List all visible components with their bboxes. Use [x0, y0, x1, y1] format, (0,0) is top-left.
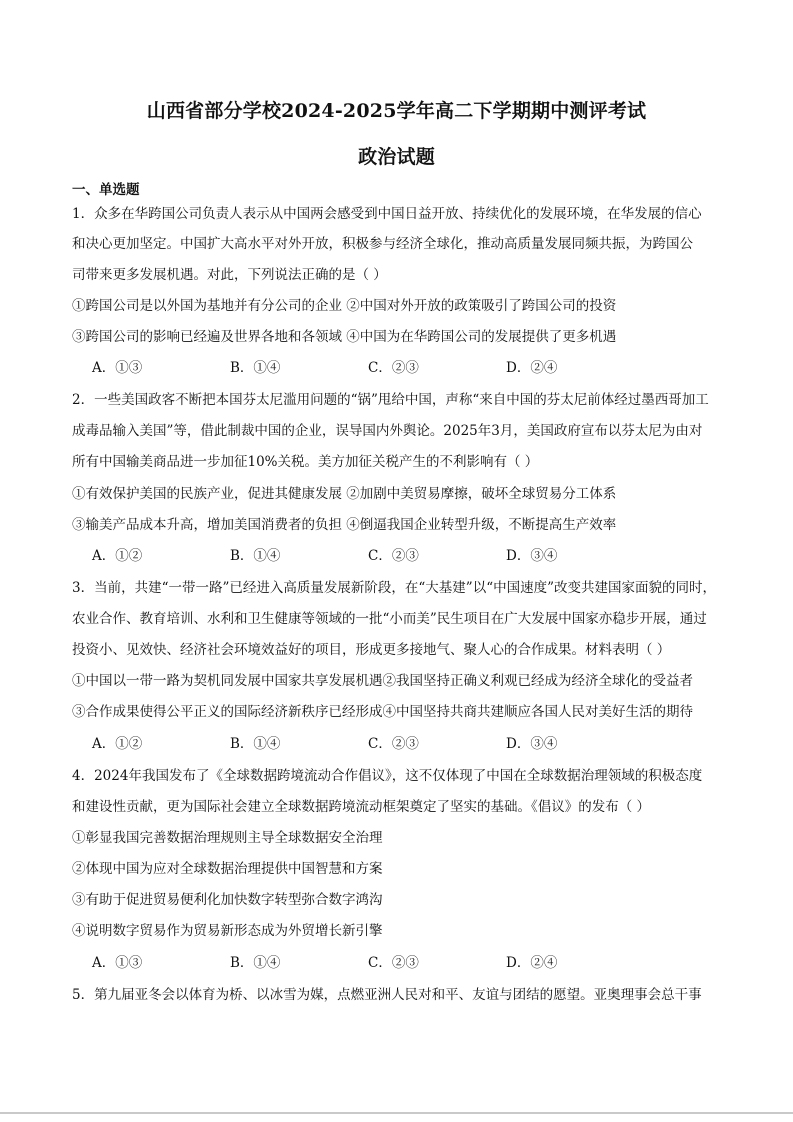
q1-stem-line-3: 司带来更多发展机遇。对此，下列说法正确的是（ ）: [72, 267, 387, 283]
q1-option-c: C．②③: [368, 360, 419, 376]
q4-statement-line-4: ④说明数字贸易作为贸易新形态成为外贸增长新引擎: [72, 923, 383, 939]
q2-options: [92, 546, 644, 566]
q4-statement-line-3: ③有助于促进贸易便利化加快数字转型弥合数字鸿沟: [72, 892, 383, 908]
q2-option-a: A．①②: [92, 548, 143, 564]
exam-subject: 政治试题: [358, 146, 435, 168]
q4-option-d: D．②④: [506, 955, 558, 971]
q1-option-d: D．②④: [506, 360, 558, 376]
page-bottom-divider: [0, 1112, 793, 1114]
q4-stem-line-2: 和建设性贡献，更为国际社会建立全球数据跨境流动框架奠定了坚实的基础。《倡议》的发布（ ）: [72, 799, 651, 815]
q3-stem-line-2: 农业合作、教育培训、水利和卫生健康等领域的一批“小而美”民生项目在广大发展中国家亦稳步开展，通过: [72, 611, 707, 627]
q3-option-a: A．①②: [92, 736, 143, 752]
q3-statement-line-1: ①中国以一带一路为契机同发展中国家共享发展机遇②我国坚持正确义利观已经成为经济全球化的受益者: [72, 673, 693, 689]
q3-stem-line-3: 投资小、见效快、经济社会环境效益好的项目，形成更多接地气、聚人心的合作成果。材料表明（ ）: [72, 642, 671, 658]
q1-option-b: B．①④: [230, 360, 281, 376]
q2-stem-line-1: 2．一些美国政客不断把本国芬太尼滥用问题的“锅”甩给中国，声称“来自中国的芬太尼前体经过墨西哥加工: [72, 392, 709, 408]
q4-statement-line-1: ①彰显我国完善数据治理规则主导全球数据安全治理: [72, 830, 383, 846]
q3-option-c: C．②③: [368, 736, 419, 752]
q2-stem-line-2: 成毒品输入美国”等，借此制裁中国的企业，误导国内外舆论。2025年3月，美国政府宣布以芬太尼为由对: [72, 423, 703, 439]
q2-stem-line-3: 所有中国输美商品进一步加征10%关税。美方加征关税产生的不利影响有（ ）: [72, 454, 539, 470]
q1-statement-line-2: ③跨国公司的影响已经遍及世界各地和各领域 ④中国为在华跨国公司的发展提供了更多机遇: [72, 329, 617, 345]
section-heading: 一、单选题: [72, 182, 140, 198]
q3-options: [92, 734, 644, 754]
q1-option-a: A．①③: [92, 360, 143, 376]
q4-option-c: C．②③: [368, 955, 419, 971]
q1-stem-line-2: 和决心更加坚定。中国扩大高水平对外开放，积极参与经济全球化，推动高质量发展同频共振，为跨国公: [72, 236, 693, 252]
q3-statement-line-2: ③合作成果使得公平正义的国际经济新秩序已经形成④中国坚持共商共建顺应各国人民对美好生活的期待: [72, 704, 693, 720]
q3-option-d: D．③④: [506, 736, 558, 752]
exam-title: 山西省部分学校2024-2025学年高二下学期期中测评考试: [146, 100, 647, 122]
q2-statement-line-1: ①有效保护美国的民族产业，促进其健康发展 ②加剧中美贸易摩擦，破坏全球贸易分工体系: [72, 486, 617, 502]
q2-option-c: C．②③: [368, 548, 419, 564]
q1-stem-line-1: 1．众多在华跨国公司负责人表示从中国两会感受到中国日益开放、持续优化的发展环境，在华发展的信心: [72, 206, 702, 222]
q4-option-b: B．①④: [230, 955, 281, 971]
q3-stem-line-1: 3．当前，共建“一带一路”已经进入高质量发展新阶段，在“大基建”以“中国速度”改变共建国家面貌的同时，: [72, 580, 716, 596]
q5-stem-line-1: 5．第九届亚冬会以体育为桥、以冰雪为媒，点燃亚洲人民对和平、友谊与团结的愿望。亚奥理事会总干事: [72, 987, 702, 1003]
q2-option-d: D．③④: [506, 548, 558, 564]
q2-option-b: B．①④: [230, 548, 281, 564]
q4-stem-line-1: 4．2024年我国发布了《全球数据跨境流动合作倡议》，这不仅体现了中国在全球数据治理领域的积极态度: [72, 768, 703, 784]
q1-options: [92, 358, 644, 378]
q1-statement-line-1: ①跨国公司是以外国为基地并有分公司的企业 ②中国对外开放的政策吸引了跨国公司的投资: [72, 298, 617, 314]
q4-option-a: A．①③: [92, 955, 143, 971]
q4-statement-line-2: ②体现中国为应对全球数据治理提供中国智慧和方案: [72, 861, 383, 877]
q4-options: [92, 953, 644, 973]
q3-option-b: B．①④: [230, 736, 281, 752]
q2-statement-line-2: ③输美产品成本升高，增加美国消费者的负担 ④倒逼我国企业转型升级，不断提高生产效率: [72, 517, 617, 533]
